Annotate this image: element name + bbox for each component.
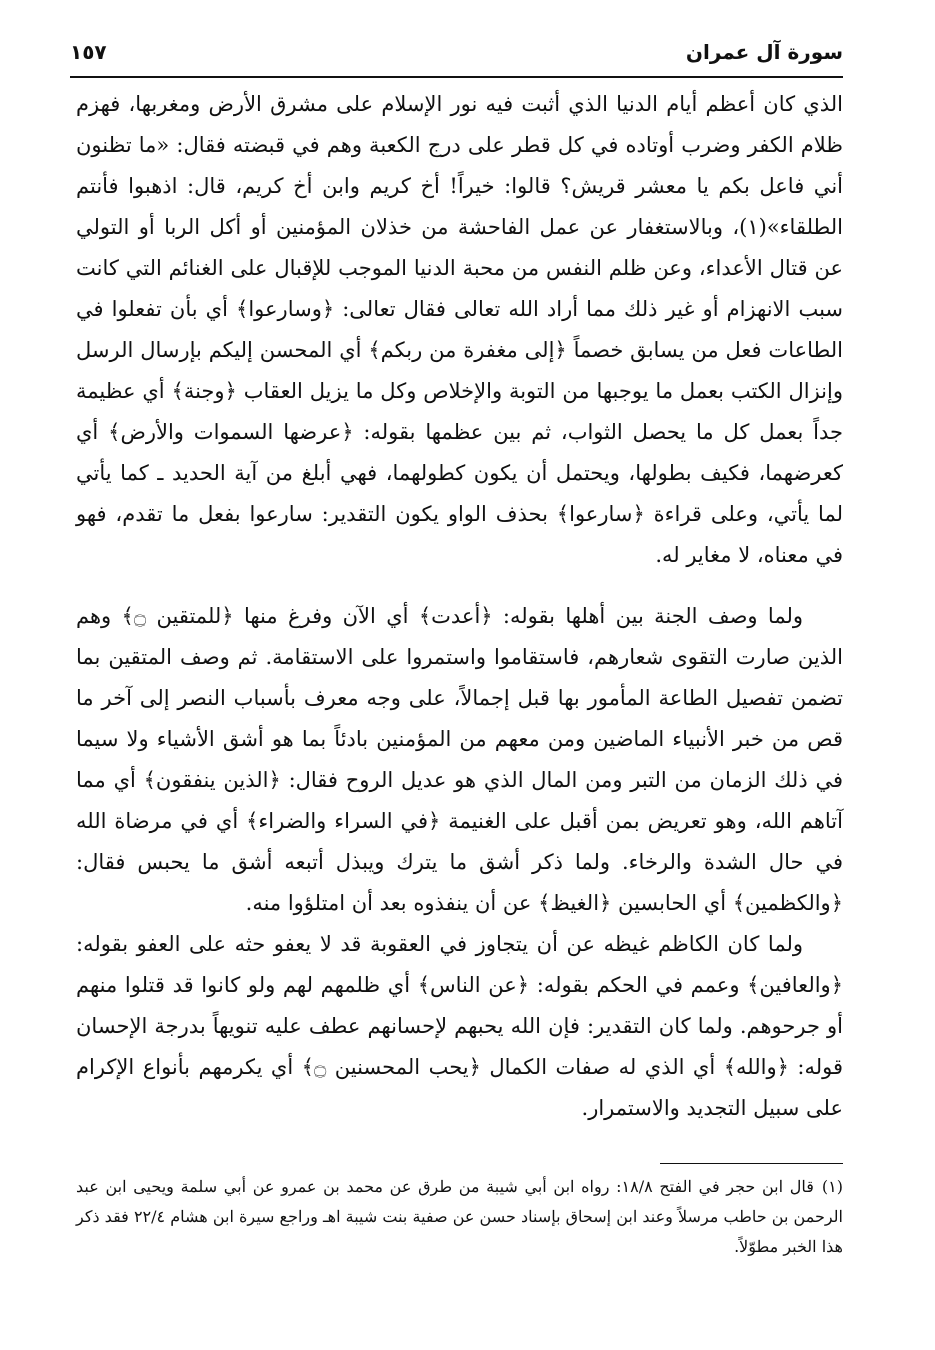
paragraph-2: ولما وصف الجنة بين أهلها بقوله: ﴿أعدت﴾ أي الآن وفرغ منها ﴿للمتقين ۝﴾ وهم الذين صارت التقوى شعارهم، فاستقاموا واستمروا على الاستقامة. ثم وصف المتقين بما تضمن تفصيل الطاعة المأمور بها قبل إجمالاً، على وجه معرف بأسباب النصر إلى آخر ما قص من خبر الأنبياء الماضين ومن معهم من المؤمنين بادئاً بما هو أشق الأشياء ولا سيما في ذلك الزمان من التبر ومن المال الذي هو عديل الروح فقال: ﴿الذين ينفقون﴾ أي مما آتاهم الله، وهو تعريض بمن أقبل على الغنيمة ﴿في السراء والضراء﴾ أي في مرضاة الله في حال الشدة والرخاء. ولما ذكر أشق ما يترك ويبذل أتبعه أشق ما يحبس فقال: ﴿والكظمين﴾ أي الحابسين ﴿الغيظ﴾ عن أن ينفذوه بعد أن امتلؤوا منه. <box>76 604 844 915</box>
paragraph-3: ولما كان الكاظم غيظه عن أن يتجاوز في العقوبة قد لا يعفو حثه على العفو بقوله: ﴿والعافين﴾ وعمم في الحكم بقوله: ﴿عن الناس﴾ أي ظلمهم لهم ولو كانوا قد قتلوا منهم أو جرحوهم. ولما كان التقدير: فإن الله يحبهم لإحسانهم عطف عليه تنويهاً بدرجة الإحسان قوله: ﴿والله﴾ أي الذي له صفات الكمال ﴿يحب المحسنين ۝﴾ أي يكرمهم بأنواع الإكرام على سبيل التجديد والاستمرار. <box>76 932 844 1120</box>
footnote-text: قال ابن حجر في الفتح ١٨/٨: رواه ابن أبي شيبة من طرق عن محمد بن عمرو عن أبي سلمة ويحيى ابن عبد الرحمن بن حاطب مرسلاً وعند ابن إسحاق بإسناد حسن عن صفية بنت شيبة اهـ وراجع سيرة ابن هشام ٢٢/٤ فقد ذكر هذا الخبر مطوّلاً. <box>76 1177 844 1256</box>
page-number: ١٥٧ <box>70 40 107 64</box>
footnote-number: (١) <box>821 1177 843 1196</box>
main-text <box>76 84 843 1129</box>
page-header <box>70 36 843 72</box>
footnote <box>76 1172 843 1262</box>
paragraph-1: الذي كان أعظم أيام الدنيا الذي أثبت فيه نور الإسلام على مشرق الأرض ومغربها، فهزم ظلام الكفر وضرب أوتاده في كل قطر على درج الكعبة وهم في قبضته فقال: «ما تظنون أني فاعل بكم يا معشر قريش؟ قالوا: خيراً! أخ كريم وابن أخ كريم، قال: اذهبوا فأنتم الطلقاء»(١)، وبالاستغفار عن عمل الفاحشة من خذلان المؤمنين أو أكل الربا أو التولي عن قتال الأعداء، وعن ظلم النفس من محبة الدنيا الموجب للإقبال على الغنائم التي كانت سبب الانهزام أو غير ذلك مما أراد الله تعالى فقال تعالى: ﴿وسارعوا﴾ أي بأن تفعلوا في الطاعات فعل من يسابق خصماً ﴿إلى مغفرة من ربكم﴾ أي المحسن إليكم بإرسال الرسل وإنزال الكتب بعمل ما يوجبها من التوبة والإخلاص وكل ما يزيل العقاب ﴿وجنة﴾ أي عظيمة جداً بعمل كل ما يحصل الثواب، ثم بين عظمها بقوله: ﴿عرضها السموات والأرض﴾ أي كعرضهما، فكيف بطولها، ويحتمل أن يكون كطولهما، فهي أبلغ من آية الحديد ـ كما يأتي لما يأتي، وعلى قراءة ﴿سارعوا﴾ بحذف الواو يكون التقدير: سارعوا بفعل ما تقدم، فهو في معناه، لا مغاير له. <box>76 92 843 567</box>
footnote-divider <box>660 1163 843 1164</box>
paragraph-gap <box>76 576 843 596</box>
surah-title: سورة آل عمران <box>685 40 843 64</box>
header-divider <box>70 76 843 78</box>
